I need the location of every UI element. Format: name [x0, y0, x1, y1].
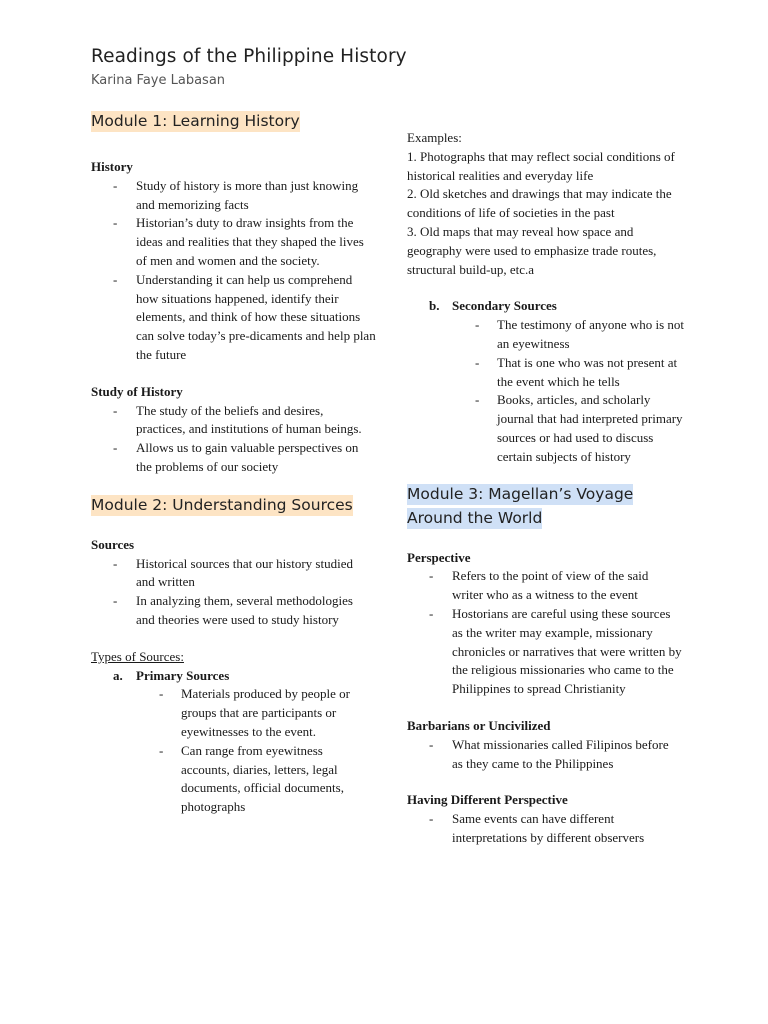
primary-sources-label: Primary Sources — [136, 667, 230, 683]
study-of-history-heading: Study of History — [91, 383, 183, 399]
barbarians-heading: Barbarians or Uncivilized — [407, 717, 551, 733]
list-item: - Understanding it can help us comprehend how situations happened, identify their elements, and think of how these situations can solve today’s pre-dicaments and help plan the future — [91, 271, 376, 365]
list-item: - That is one who was not present at the event which he tells — [407, 354, 687, 392]
list-item: - In analyzing them, several methodologies and theories were used to study history — [91, 592, 371, 630]
different-perspective-heading: Having Different Perspective — [407, 792, 568, 808]
right-column — [407, 129, 692, 848]
example-line: 3. Old maps that may reveal how space and geography were used to emphasize trade routes, structural build-up, etc.a — [407, 223, 657, 277]
list-item: - Historian’s duty to draw insights from the ideas and realities that they shaped the lives of men and women and the society. — [91, 214, 371, 270]
list-item: - Historical sources that our history studied and written — [91, 555, 366, 593]
document-author: Karina Faye Labasan — [91, 73, 226, 88]
different-perspective-list — [407, 810, 692, 848]
examples-heading: Examples: — [407, 130, 462, 145]
history-list — [91, 177, 376, 365]
history-heading: History — [91, 159, 133, 174]
list-item: - What missionaries called Filipinos before as they came to the Philippines — [407, 736, 682, 774]
list-item: - The study of the beliefs and desires, practices, and institutions of human beings. — [91, 402, 371, 440]
list-item: - Allows us to gain valuable perspectives on the problems of our society — [91, 439, 376, 477]
module-1-heading: Module 1: Learning History — [91, 112, 300, 130]
list-item: - Same events can have different interpretations by different observers — [407, 810, 682, 848]
module-3-heading: Module 3: Magellan’s Voyage Around the World — [407, 484, 634, 527]
types-of-sources-heading: Types of Sources: — [91, 648, 184, 664]
list-item: - Books, articles, and scholarly journal that had interpreted primary sources or had used to discuss certain subjects of history — [407, 391, 687, 466]
secondary-sources-label: Secondary Sources — [452, 298, 557, 314]
primary-sources-list — [91, 685, 371, 817]
sources-heading: Sources — [91, 536, 135, 552]
perspective-list — [407, 567, 692, 699]
list-item: - Refers to the point of view of the said writer who as a witness to the event — [407, 567, 682, 605]
barbarians-list — [407, 736, 692, 774]
sources-list — [91, 555, 371, 630]
module-2-heading: Module 2: Understanding Sources — [91, 495, 353, 514]
secondary-sources-heading — [407, 297, 692, 316]
list-item: - Hostorians are careful using these sources as the writer may example, missionary chronicles or narratives that were written by the religious missionaries who came to the Philippines to spread Christianity — [407, 605, 682, 699]
left-column — [91, 109, 376, 817]
list-item: - Study of history is more than just knowing and memorizing facts — [91, 177, 371, 215]
primary-sources-heading — [91, 667, 371, 686]
example-line: 2. Old sketches and drawings that may indicate the conditions of life of societies in the past — [407, 186, 672, 221]
example-line: 1. Photographs that may reflect social conditions of historical realities and everyday life — [407, 148, 675, 183]
study-of-history-list — [91, 402, 371, 477]
document-title: Readings of the Philippine History — [91, 46, 407, 67]
secondary-sources-list — [407, 316, 692, 466]
secondary-sources-marker: b. — [429, 298, 440, 314]
list-item: - Materials produced by people or groups that are participants or eyewitnesses to the event. — [91, 685, 366, 741]
primary-sources-marker: a. — [113, 667, 123, 683]
perspective-heading: Perspective — [407, 549, 471, 565]
list-item: - Can range from eyewitness accounts, diaries, letters, legal documents, official documents, photographs — [91, 742, 366, 817]
list-item: - The testimony of anyone who is not an eyewitness — [407, 316, 687, 354]
